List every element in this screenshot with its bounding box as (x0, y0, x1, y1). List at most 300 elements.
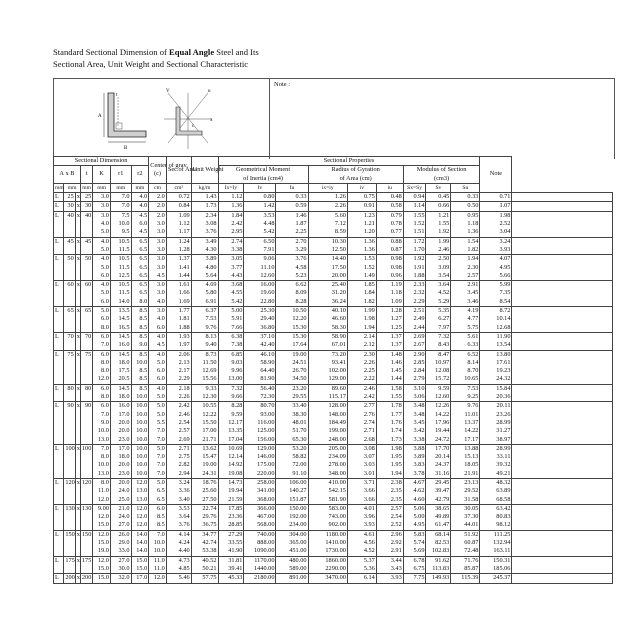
profile-cell (54, 393, 64, 402)
leg-a-cell (64, 513, 75, 521)
value-cell: 5.0 (93, 264, 111, 272)
value-cell: 3.76 (166, 521, 191, 530)
value-cell: 15.47 (191, 453, 218, 461)
value-cell: 5.0 (93, 289, 111, 297)
note-cell (512, 513, 613, 521)
value-cell: 6.0 (93, 384, 111, 393)
value-cell: 10.0 (149, 539, 167, 547)
value-cell: 3.0 (149, 220, 167, 228)
svg-text:t: t (116, 93, 118, 98)
header-row-2 (54, 166, 613, 184)
value-cell: 5.37 (347, 556, 376, 565)
value-cell: 2.92 (376, 539, 403, 547)
value-cell: 6.0 (149, 504, 167, 513)
value-cell: 7.0 (149, 427, 167, 435)
value-cell: 9.03 (218, 359, 244, 367)
leg-b-cell: 150 (81, 530, 92, 538)
leg-b-cell (80, 513, 92, 521)
value-cell: 128.00 (308, 402, 347, 411)
value-cell: 13.5 (110, 307, 131, 316)
leg-a-cell: 90 (64, 402, 75, 411)
table-row (54, 411, 613, 419)
value-cell: 9.0 (93, 419, 111, 427)
value-cell: 102.00 (308, 367, 347, 375)
value-cell: 129.00 (244, 444, 276, 453)
value-cell: 3.24 (480, 237, 512, 246)
value-cell: 31.81 (218, 556, 244, 565)
note-cell (512, 384, 613, 393)
value-cell: 3.29 (276, 246, 308, 255)
value-cell: 4.30 (191, 246, 218, 255)
value-cell: 7.5 (110, 211, 131, 220)
note-cell (512, 332, 613, 341)
value-cell: 24.37 (426, 461, 451, 469)
leg-b-cell: 70 (80, 332, 92, 341)
profile-cell: L (54, 237, 64, 246)
value-cell: 0.59 (276, 202, 308, 211)
profile-cell (54, 521, 64, 530)
value-cell: 2.35 (376, 496, 403, 505)
times-cell: x (76, 530, 80, 538)
table-row (54, 496, 613, 505)
profile-cell (54, 453, 64, 461)
value-cell: 13.0 (93, 470, 111, 479)
unit-cell: mm (131, 183, 149, 192)
value-cell: 15.0 (131, 565, 149, 574)
value-cell: 1.98 (480, 211, 512, 220)
note-cell (512, 419, 613, 427)
value-cell: 17.64 (276, 341, 308, 350)
value-cell: 14.40 (308, 255, 347, 264)
unit-weight-header: Unit Weight (191, 157, 218, 184)
value-cell: 18.05 (451, 461, 480, 469)
sectional-properties-header: Sectional Properties (218, 157, 480, 166)
leg-b-cell (80, 419, 92, 427)
value-cell: 888.00 (244, 539, 276, 547)
value-cell: 1.19 (376, 281, 403, 290)
profile-cell (54, 461, 64, 469)
value-cell: 5.0 (93, 307, 111, 316)
value-cell: 2.26 (166, 393, 191, 402)
value-cell: 3.10 (403, 384, 426, 393)
value-cell: 115.17 (308, 393, 347, 402)
value-cell: 29.52 (451, 487, 480, 495)
table-row (54, 281, 613, 290)
value-cell: 106.00 (276, 478, 308, 487)
value-cell: 1.28 (376, 307, 403, 316)
value-cell: 6.27 (426, 315, 451, 323)
note-cell (512, 470, 613, 479)
value-cell: 0.75 (347, 193, 376, 202)
value-cell: 220.00 (244, 470, 276, 479)
leg-a-cell (64, 411, 75, 419)
note-cell (512, 478, 613, 487)
value-cell: 341.00 (244, 487, 276, 495)
leg-a-cell (64, 436, 75, 445)
value-cell: 2.77 (347, 402, 376, 411)
value-cell: 113.83 (426, 565, 451, 574)
value-cell: 12.0 (131, 478, 149, 487)
value-cell: 14.5 (110, 350, 131, 359)
note-cell (512, 375, 613, 384)
value-cell: 6.38 (218, 332, 244, 341)
value-cell: 12.08 (426, 367, 451, 375)
note-cell (512, 193, 613, 202)
profile-cell (54, 228, 64, 237)
value-cell: 9.40 (191, 341, 218, 350)
value-cell: 6.50 (244, 237, 276, 246)
col-t-header: t (80, 166, 92, 184)
value-cell: 3.0 (93, 211, 111, 220)
value-cell: 1.52 (347, 264, 376, 272)
value-cell: 17.5 (110, 367, 131, 375)
value-cell: 72.30 (244, 393, 276, 402)
value-cell: 98.12 (480, 521, 512, 530)
unit-cell: mm (82, 184, 91, 191)
document-title: Standard Sectional Dimension of Equal Angle Steel and Its Sectional Area, Unit Weight and Sectional Characteristic (53, 47, 259, 69)
value-cell: 17.0 (110, 444, 131, 453)
value-cell: 542.15 (308, 487, 347, 495)
note-cell (512, 556, 613, 565)
value-cell: 22.80 (244, 298, 276, 307)
value-cell: 2.52 (480, 220, 512, 228)
value-cell: 2.50 (426, 255, 451, 264)
value-cell: 5.06 (403, 504, 426, 513)
value-cell: 12.0 (93, 496, 111, 505)
table-row (54, 530, 613, 539)
value-cell: 2.67 (403, 341, 426, 350)
value-cell: 2.79 (403, 375, 426, 384)
value-cell: 3.0 (149, 307, 167, 316)
value-cell: 9.66 (218, 393, 244, 402)
value-cell: 0.98 (376, 255, 403, 264)
value-cell: 68.58 (480, 496, 512, 505)
value-cell: 10.0 (131, 470, 149, 479)
value-cell: 2.46 (166, 411, 191, 419)
value-cell: 6.5 (131, 255, 149, 264)
value-cell: 902.00 (308, 521, 347, 530)
value-cell: 6.5 (131, 264, 149, 272)
table-row (54, 193, 613, 202)
value-cell: 4.56 (347, 539, 376, 547)
value-cell: 2.49 (403, 315, 426, 323)
value-cell: 2.44 (403, 324, 426, 333)
value-cell: 15.13 (451, 453, 480, 461)
value-cell: 8.43 (426, 341, 451, 350)
center-gravity-header: Center of grav. (c) (149, 157, 167, 184)
value-cell: 5.60 (308, 211, 347, 220)
value-cell: 10.97 (426, 359, 451, 367)
value-cell: 46.10 (244, 350, 276, 359)
table-row (54, 350, 613, 359)
value-cell: 17.17 (451, 436, 480, 445)
times-cell: x (76, 307, 80, 315)
value-cell: 3.0 (149, 228, 167, 237)
value-cell: 13.54 (480, 341, 512, 350)
value-cell: 1.58 (376, 384, 403, 393)
value-cell: 16.0 (110, 341, 131, 350)
value-cell: 53.20 (276, 444, 308, 453)
value-cell: 10.65 (451, 375, 480, 384)
value-cell: 5.00 (218, 307, 244, 316)
value-cell: 5.0 (93, 246, 111, 255)
value-cell: 1.92 (403, 255, 426, 264)
table-row (54, 427, 613, 435)
leg-a-cell: 175 (65, 556, 75, 564)
leg-b-cell: 60 (80, 281, 92, 290)
value-cell: 5.0 (149, 393, 167, 402)
leg-b-cell: 130 (81, 504, 92, 512)
times-cell: x (76, 211, 80, 219)
value-cell: 13.0 (93, 436, 111, 445)
note-cell (512, 393, 613, 402)
value-cell: 5.64 (191, 272, 218, 281)
value-cell: 1170.00 (244, 556, 276, 565)
value-cell: 4.0 (93, 237, 111, 246)
value-cell: 38.30 (276, 411, 308, 419)
value-cell: 1.09 (376, 298, 403, 307)
value-cell: 18.0 (110, 453, 131, 461)
value-cell: 2.29 (403, 298, 426, 307)
value-cell: 36.75 (191, 521, 218, 530)
table-row (54, 220, 613, 228)
profile-cell: L (54, 530, 64, 539)
value-cell: 1860.00 (308, 556, 347, 565)
value-cell: 50.21 (191, 565, 218, 574)
value-cell: 8.28 (276, 298, 308, 307)
value-cell: 116.00 (244, 419, 276, 427)
value-cell: 2.71 (166, 444, 191, 453)
value-cell: 2180.00 (244, 574, 276, 583)
profile-cell (54, 272, 64, 281)
leg-a-cell: 25 (64, 193, 75, 202)
note-cell (512, 281, 613, 290)
table-row (54, 521, 613, 530)
value-cell: 4.48 (244, 220, 276, 228)
value-cell: 5.0 (149, 359, 167, 367)
value-cell: 0.91 (347, 202, 376, 211)
leg-a-cell (64, 272, 75, 281)
table-row (54, 307, 613, 316)
value-cell: 7.97 (426, 324, 451, 333)
value-cell: 3.0 (149, 255, 167, 264)
times-cell: x (76, 332, 80, 340)
value-cell: 36.80 (244, 324, 276, 333)
value-cell: 5.42 (218, 298, 244, 307)
value-cell: 467.00 (244, 513, 276, 521)
value-cell: 115.39 (451, 574, 480, 583)
note-cell (512, 504, 613, 513)
value-cell: 33.40 (276, 402, 308, 411)
value-cell: 2.76 (347, 411, 376, 419)
note-cell (512, 324, 613, 333)
value-cell: 10.30 (308, 237, 347, 246)
value-cell: 29.76 (191, 513, 218, 521)
value-cell: 27.0 (110, 521, 131, 530)
value-cell: 1.78 (376, 402, 403, 411)
value-cell: 2.26 (347, 359, 376, 367)
value-cell: 4.85 (166, 565, 191, 574)
leg-a-cell (64, 521, 75, 530)
value-cell: 73.20 (308, 350, 347, 359)
value-cell: 12.26 (426, 402, 451, 411)
value-cell: 11.0 (149, 565, 167, 574)
value-cell: 3.88 (403, 444, 426, 453)
value-cell: 149.93 (426, 574, 451, 583)
value-cell: 7.0 (110, 202, 131, 211)
value-cell: 8.5 (131, 375, 149, 384)
value-cell: 5.0 (149, 411, 167, 419)
unit-cell: cm² (166, 183, 191, 192)
value-cell: 12.0 (131, 513, 149, 521)
value-cell: 8.0 (93, 478, 111, 487)
leg-b-cell (80, 228, 92, 237)
value-cell: 23.26 (480, 411, 512, 419)
value-cell: 6.0 (93, 315, 111, 323)
value-cell: 1.99 (426, 237, 451, 246)
diagram-panel (53, 78, 615, 159)
value-cell: 8.72 (480, 307, 512, 316)
profile-cell (54, 220, 64, 228)
value-cell: 14.22 (451, 427, 480, 435)
value-cell: 3.64 (166, 513, 191, 521)
value-cell: 245.37 (480, 574, 512, 583)
leg-b-cell (80, 367, 92, 375)
leg-a-cell (64, 453, 75, 461)
leg-a-cell (64, 565, 75, 574)
leg-a-cell: 80 (64, 384, 75, 393)
value-cell: 4.61 (347, 530, 376, 539)
value-cell: 4.0 (149, 298, 167, 307)
note-cell (512, 521, 613, 530)
table-row (54, 513, 613, 521)
profile-cell (54, 324, 64, 333)
value-cell: 2.30 (347, 350, 376, 359)
table-row (54, 332, 613, 341)
value-cell: 6.0 (149, 324, 167, 333)
value-cell: 0.95 (451, 211, 480, 220)
value-cell: 19.94 (218, 487, 244, 495)
leg-b-cell: 200 (81, 574, 92, 582)
value-cell: 11.5 (110, 289, 131, 297)
title-bold: Equal Angle (169, 47, 215, 57)
value-cell: 2.33 (403, 281, 426, 290)
value-cell: 12.17 (218, 419, 244, 427)
value-cell: 20.00 (308, 272, 347, 281)
value-cell: 5.36 (347, 565, 376, 574)
value-cell: 19.60 (244, 289, 276, 297)
profile-cell: L (54, 211, 64, 220)
value-cell: 29.0 (110, 539, 131, 547)
value-cell: 348.00 (308, 470, 347, 479)
value-cell: 9.0 (131, 341, 149, 350)
value-cell: 13.35 (218, 427, 244, 435)
note-cell (512, 289, 613, 297)
table-row (54, 487, 613, 495)
value-cell: 2.0 (149, 193, 167, 202)
value-cell: 8.5 (149, 521, 167, 530)
value-cell: 3.66 (347, 496, 376, 505)
times-cell: x (76, 350, 80, 358)
value-cell: 15.0 (93, 521, 111, 530)
value-cell: 2.69 (166, 436, 191, 445)
leg-b-cell: 100 (81, 444, 92, 452)
value-cell: 3.42 (403, 427, 426, 435)
value-cell: 6.5 (149, 487, 167, 495)
value-cell: 24.31 (191, 470, 218, 479)
value-cell: 4.80 (191, 264, 218, 272)
note-cell (512, 220, 613, 228)
note-cell (512, 298, 613, 307)
profile-cell (54, 298, 64, 307)
table-row (54, 375, 613, 384)
value-cell: 10.0 (110, 220, 131, 228)
table-row (54, 384, 613, 393)
value-cell: 1.95 (376, 461, 403, 469)
value-cell: 5.99 (480, 281, 512, 290)
value-cell: 31.58 (451, 496, 480, 505)
value-cell: 1410.00 (308, 539, 347, 547)
value-cell: 2.82 (166, 461, 191, 469)
value-cell: 37.10 (244, 332, 276, 341)
value-cell: 12.68 (480, 324, 512, 333)
sectional-dimension-header: Sectional Dimension (54, 157, 149, 166)
value-cell: 58.82 (276, 453, 308, 461)
value-cell: 1.09 (166, 211, 191, 220)
leg-a-cell (64, 496, 75, 505)
value-cell: 91.10 (276, 470, 308, 479)
value-cell: 9.33 (191, 384, 218, 393)
value-cell: 65.30 (276, 436, 308, 445)
leg-a-cell (64, 487, 75, 495)
value-cell: 2.29 (166, 375, 191, 384)
note-cell (512, 453, 613, 461)
value-cell: 24.0 (110, 513, 131, 521)
value-cell: 0.78 (376, 220, 403, 228)
profile-cell: L (54, 307, 64, 316)
value-cell: 3.36 (166, 487, 191, 495)
value-cell: 2.68 (347, 436, 376, 445)
value-cell: 1.26 (308, 193, 347, 202)
table-row (54, 436, 613, 445)
value-cell: 6.91 (191, 298, 218, 307)
svg-text:u: u (208, 89, 211, 94)
value-cell: 199.00 (308, 427, 347, 435)
note-cell (512, 574, 613, 583)
profile-cell (54, 539, 64, 547)
units-row (54, 183, 613, 192)
value-cell: 1.74 (376, 427, 403, 435)
value-cell: 4.0 (93, 255, 111, 264)
note-cell (512, 565, 613, 574)
value-cell: 1.72 (403, 237, 426, 246)
table-row (54, 539, 613, 547)
table-row (54, 324, 613, 333)
table-row (54, 453, 613, 461)
table-row (54, 272, 613, 281)
value-cell: 12.69 (191, 367, 218, 375)
value-cell: 1.73 (376, 436, 403, 445)
value-cell: 42.79 (426, 496, 451, 505)
value-cell: 1.36 (451, 228, 480, 237)
value-cell: 27.29 (218, 530, 244, 539)
value-cell: 3.53 (166, 504, 191, 513)
leg-b-cell (80, 453, 92, 461)
value-cell: 21.71 (191, 436, 218, 445)
value-cell: 10.0 (131, 461, 149, 469)
table-row (54, 419, 613, 427)
value-cell: 12.0 (93, 513, 111, 521)
